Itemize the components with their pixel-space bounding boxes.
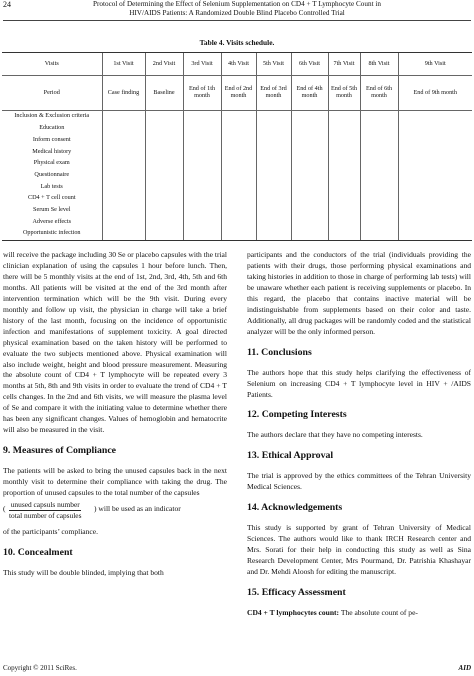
table-row xyxy=(2,123,472,135)
row-label-cell: Adverse effects xyxy=(32,217,72,225)
table-cell xyxy=(145,193,183,205)
table-cell xyxy=(221,158,256,170)
section-heading-competing-interests: 12. Competing Interests xyxy=(247,409,347,421)
table-cell xyxy=(256,123,291,135)
table-cell xyxy=(256,169,291,181)
table-cell xyxy=(360,216,398,228)
table-row xyxy=(2,146,472,158)
table-row xyxy=(2,216,472,228)
section-heading-concealment: 10. Concealment xyxy=(3,547,73,559)
table-cell xyxy=(183,134,221,146)
table-cell xyxy=(328,134,360,146)
right-column xyxy=(247,250,471,619)
table-cell xyxy=(145,158,183,170)
table-cell xyxy=(183,146,221,158)
row-label-cell: Physical exam xyxy=(33,159,70,167)
copyright: Copyright © 2011 SciRes. xyxy=(3,664,77,672)
table-cell xyxy=(360,193,398,205)
table-cell xyxy=(145,216,183,228)
table-cell xyxy=(221,228,256,240)
table-cell xyxy=(256,181,291,193)
row-label-cell: Education xyxy=(39,124,65,132)
table-cell xyxy=(221,111,256,123)
row-label-cell: CD4 + T cell count xyxy=(27,194,76,202)
row-label-cell: Serum Se level xyxy=(33,205,71,213)
table-cell xyxy=(183,205,221,217)
table-cell xyxy=(102,205,145,217)
row-label-cell: Lab tests xyxy=(40,182,63,190)
table-cell: Baseline xyxy=(145,76,183,111)
table-cell xyxy=(398,146,472,158)
table-cell xyxy=(102,111,145,123)
table-cell xyxy=(221,193,256,205)
table-cell xyxy=(291,169,328,181)
table-cell xyxy=(360,205,398,217)
section-heading-ethical-approval: 13. Ethical Approval xyxy=(247,450,334,462)
row-label-cell: Opportunistic infection xyxy=(2,228,102,240)
table-cell xyxy=(256,111,291,123)
table-cell xyxy=(145,146,183,158)
table-cell: 6th Visit xyxy=(291,53,328,76)
table-cell xyxy=(360,169,398,181)
fraction xyxy=(9,500,81,521)
table-cell xyxy=(221,181,256,193)
table-caption: Table 4. Visits schedule. xyxy=(199,38,275,47)
table-cell xyxy=(183,169,221,181)
fraction-numerator: unused capsuls number xyxy=(10,500,80,510)
table-cell xyxy=(221,216,256,228)
table-cell xyxy=(291,111,328,123)
table-cell xyxy=(398,216,472,228)
left-column xyxy=(3,250,227,579)
bold-term: CD4 + T lymphocytes count: xyxy=(247,608,340,618)
table-row xyxy=(2,181,472,193)
table-cell xyxy=(102,123,145,135)
row-label-cell: Period xyxy=(2,76,102,111)
table-cell xyxy=(102,181,145,193)
table-cell xyxy=(328,205,360,217)
table-cell xyxy=(145,123,183,135)
table-cell xyxy=(221,205,256,217)
table-cell xyxy=(256,228,291,240)
table-cell xyxy=(398,134,472,146)
table-row xyxy=(2,228,472,240)
table-cell xyxy=(398,111,472,123)
table-cell xyxy=(291,193,328,205)
table-cell xyxy=(360,181,398,193)
table-cell xyxy=(256,134,291,146)
table-row xyxy=(2,205,472,217)
formula-text: ) will be used as an indicator xyxy=(94,504,181,514)
table-cell xyxy=(102,193,145,205)
table-cell xyxy=(183,181,221,193)
paragraph-text: The absolute count of pe- xyxy=(339,608,418,618)
table-cell xyxy=(256,193,291,205)
table-cell: 5th Visit xyxy=(256,53,291,76)
section-heading-efficacy: 15. Efficacy Assessment xyxy=(247,587,346,599)
table-cell: 4th Visit xyxy=(221,53,256,76)
compliance-formula xyxy=(3,499,227,527)
running-header xyxy=(0,0,474,24)
page-footer xyxy=(0,664,474,676)
table-cell xyxy=(145,111,183,123)
table-period-row xyxy=(2,76,472,111)
table-cell xyxy=(360,123,398,135)
paragraph: This study is supported by grant of Tehran University of Medical Sciences. The authors would like to thank IRCH Research center and Mrs. Sorati for their help in conducting this study as well as Sina Research Development Center, Mrs Pourmand, Dr. Patrishia Khashayar and Dr. Mehdi Aloosh for editing the manuscript. xyxy=(247,523,471,577)
table-cell xyxy=(256,205,291,217)
table-cell: End of 3rd month xyxy=(256,76,291,111)
table-cell xyxy=(398,169,472,181)
table-cell xyxy=(256,146,291,158)
table-cell xyxy=(145,228,183,240)
table-cell: End of 1th month xyxy=(183,76,221,111)
table-cell: Case finding xyxy=(102,76,145,111)
table-cell xyxy=(398,193,472,205)
table-cell xyxy=(360,146,398,158)
table-cell: 8th Visit xyxy=(360,53,398,76)
row-label-cell: Inclusion & Exclusion criteria xyxy=(14,112,90,120)
table-cell xyxy=(183,216,221,228)
table-cell xyxy=(360,111,398,123)
row-label-cell: Medical history xyxy=(32,147,72,155)
table-row xyxy=(2,111,472,123)
table-cell xyxy=(291,216,328,228)
table-cell xyxy=(328,123,360,135)
row-label-cell: Questionnaire xyxy=(34,170,70,178)
table-cell xyxy=(328,216,360,228)
table-cell xyxy=(221,146,256,158)
table-cell: End of 6th month xyxy=(360,76,398,111)
journal-abbrev: AID xyxy=(458,664,471,672)
table-cell: End of 4th month xyxy=(291,76,328,111)
table-cell xyxy=(102,134,145,146)
table-cell xyxy=(328,228,360,240)
paragraph: The authors hope that this study helps clarifying the effectiveness of Selenium on increasing CD4 + T lymphocyte level in HIV + /AIDS Patients. xyxy=(247,367,471,399)
table-cell xyxy=(398,228,472,240)
table-cell xyxy=(291,181,328,193)
fraction-denominator: total number of capsules xyxy=(9,511,82,521)
table-cell: End of 5th month xyxy=(328,76,360,111)
table-row xyxy=(2,193,472,205)
table-cell xyxy=(102,158,145,170)
table-cell xyxy=(398,158,472,170)
paragraph: This study will be double blinded, implying that both xyxy=(3,568,164,578)
table-cell xyxy=(145,205,183,217)
table-cell xyxy=(291,146,328,158)
table-cell: 3rd Visit xyxy=(183,53,221,76)
paragraph xyxy=(247,608,471,619)
section-heading-conclusions: 11. Conclusions xyxy=(247,346,312,358)
table-cell xyxy=(102,228,145,240)
table-cell xyxy=(360,158,398,170)
running-title-line2: HIV/AIDS Patients: A Randomized Double Blind Placebo Controlled Trial xyxy=(129,9,345,17)
table-row xyxy=(2,134,472,146)
table-cell xyxy=(183,193,221,205)
formula-paren: ( xyxy=(3,504,6,514)
table-cell xyxy=(256,158,291,170)
visits-schedule-table xyxy=(2,52,472,241)
row-label-cell: Inform consent xyxy=(32,135,71,143)
paragraph: The patients will be asked to bring the unused capsules back in the next monthly visit to determine their compliance with taking the drug. The proportion of unused capsules to the total number of the capsules xyxy=(3,466,227,498)
table-cell xyxy=(183,123,221,135)
table-cell xyxy=(328,146,360,158)
table-cell xyxy=(291,205,328,217)
table-cell xyxy=(291,123,328,135)
table-header-row xyxy=(2,53,472,76)
table-cell xyxy=(328,158,360,170)
paragraph: The trial is approved by the ethics committees of the Tehran University Medical Sciences. xyxy=(247,471,471,492)
table-cell xyxy=(183,228,221,240)
table-row xyxy=(2,169,472,181)
table-cell xyxy=(360,228,398,240)
table-cell xyxy=(328,193,360,205)
paragraph: will receive the package including 30 Se or placebo capsules with the trial clinician explanation of using the capsules 1 hour before lunch. Then, there will be 5 monthly visits at the end of 1st, 2nd, 3rd, 4th, 5th and 6th months. All patients will be visited at the end of the 3rd month after intervention termination which will be the 9th visit. During every monthly and follow up visit, the physician in charge will take a brief history of the last month, focusing on the incidence of opportunistic infection and manifestations of supplement toxicity. A goal directed physical examination based on the taken history will be performed to evaluate the two subjects mentioned above. Physical examination will also include weight, height and blood pressure measurement. Measuring the absolute count of CD4 + T lymphocyte will be repeated every 3 months at 5th, 8th and 9th visits in order to evaluate the trend of CD4 + T cells changes. In the 2nd and 6th visits, we will measure the plasma level of Se and compare it with the initiating value to determine whether there has been any significant changes. Values of hemoglobin and hematocrite will also be measured in the visit. xyxy=(3,250,227,435)
section-heading-compliance: 9. Measures of Compliance xyxy=(3,445,117,457)
table-row xyxy=(2,158,472,170)
table-cell xyxy=(328,111,360,123)
table-cell: End of 2nd month xyxy=(221,76,256,111)
table-cell xyxy=(145,169,183,181)
running-title-line1: Protocol of Determining the Effect of Selenium Supplementation on CD4 + T Lymphocyte Count in xyxy=(93,0,381,8)
table-cell xyxy=(145,181,183,193)
table-cell xyxy=(221,169,256,181)
table-cell xyxy=(398,123,472,135)
table-cell xyxy=(221,134,256,146)
table-cell xyxy=(291,134,328,146)
paragraph: The authors declare that they have no competing interests. xyxy=(247,430,423,440)
section-heading-acknowledgements: 14. Acknowledgements xyxy=(247,502,343,514)
table-cell xyxy=(102,146,145,158)
row-label-cell: Visits xyxy=(2,53,102,76)
table-cell xyxy=(183,158,221,170)
table-cell: 2nd Visit xyxy=(145,53,183,76)
table-cell xyxy=(102,216,145,228)
table-cell xyxy=(328,169,360,181)
paragraph: of the participants’ compliance. xyxy=(3,527,98,537)
table-cell xyxy=(221,123,256,135)
table-cell xyxy=(328,181,360,193)
table-cell: 7th Visit xyxy=(328,53,360,76)
table-cell xyxy=(291,158,328,170)
table-cell xyxy=(398,181,472,193)
table-cell xyxy=(256,216,291,228)
table-cell xyxy=(145,134,183,146)
header-rule xyxy=(3,20,471,21)
table-cell xyxy=(291,228,328,240)
paragraph: participants and the conductors of the trial (individuals providing the patients with their drugs, those performing physical examinations and taking histories in addition to those in charge of performing lab tests) will be unaware whether each patient is receiving supplements or placebo. In this regard, the placebo that contains inactive material will be indistinguishable from supplements based on their color and taste. Additionally, all drug packages will be randomly coded and the statistical analyzer will be the only informed person. xyxy=(247,250,471,336)
page-number: 24 xyxy=(3,0,11,9)
table-cell: End of 9th month xyxy=(398,76,472,111)
table-cell xyxy=(398,205,472,217)
table-cell xyxy=(360,134,398,146)
table-cell: 1st Visit xyxy=(102,53,145,76)
table-cell xyxy=(183,111,221,123)
table-cell xyxy=(102,169,145,181)
table-cell: 9th Visit xyxy=(398,53,472,76)
